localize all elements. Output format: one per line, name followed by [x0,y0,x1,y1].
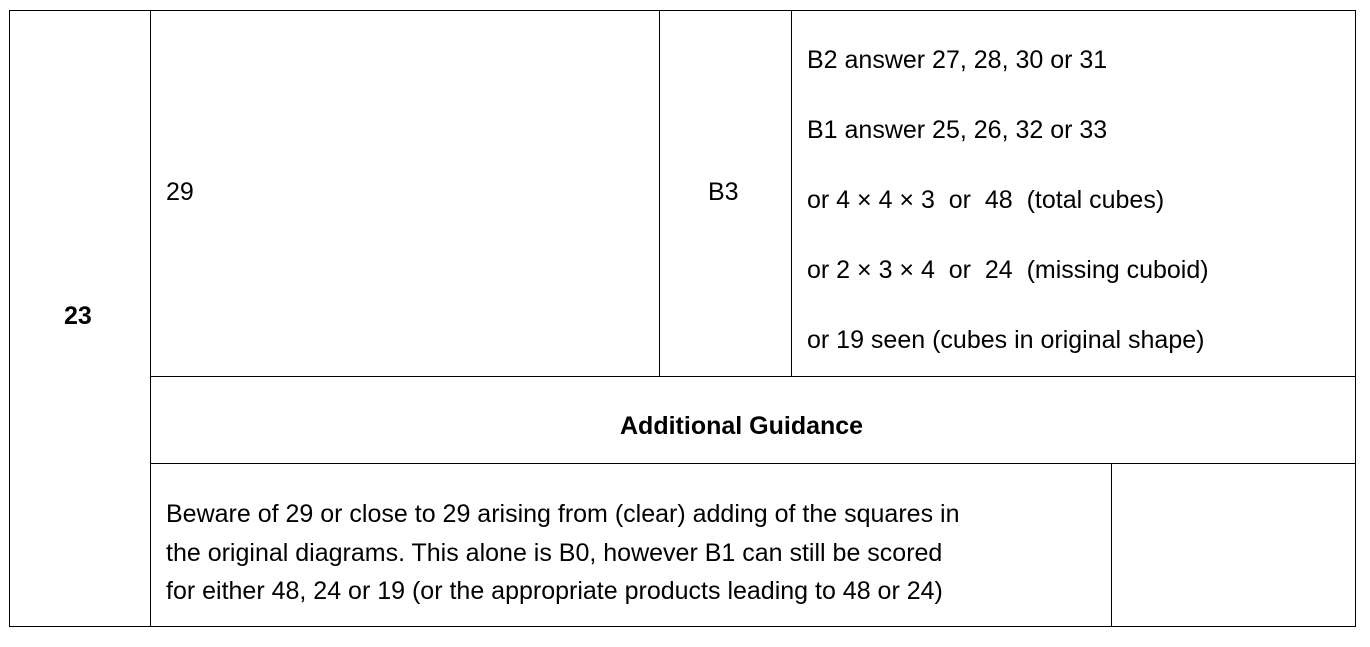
column-divider-guidance [1111,463,1112,627]
question-number: 23 [64,302,92,330]
additional-guidance-heading: Additional Guidance [620,412,864,440]
mark-scheme-line: B2 answer 27, 28, 30 or 31 [807,46,1108,74]
guidance-line: Beware of 29 or close to 29 arising from (clear) adding of the squares in [166,500,960,528]
column-divider-answer [659,10,660,377]
mark-scheme-line: or 4 × 4 × 3 or 48 (total cubes) [807,186,1165,214]
guidance-line: for either 48, 24 or 19 (or the appropriate products leading to 48 or 24) [166,577,943,605]
mark-scheme-line: B1 answer 25, 26, 32 or 33 [807,116,1108,144]
mark-scheme-line: or 19 seen (cubes in original shape) [807,326,1205,354]
column-divider-mark [791,10,792,377]
column-divider-question [150,10,151,627]
row-divider-guidance-heading [150,463,1356,464]
additional-guidance-text [166,495,1096,611]
mark-cell: B3 [708,178,739,206]
mark-scheme-line: or 2 × 3 × 4 or 24 (missing cuboid) [807,256,1209,284]
answer-cell: 29 [166,178,194,206]
row-divider-guidance-top [150,376,1356,377]
guidance-line: the original diagrams. This alone is B0, however B1 can still be scored [166,538,943,567]
